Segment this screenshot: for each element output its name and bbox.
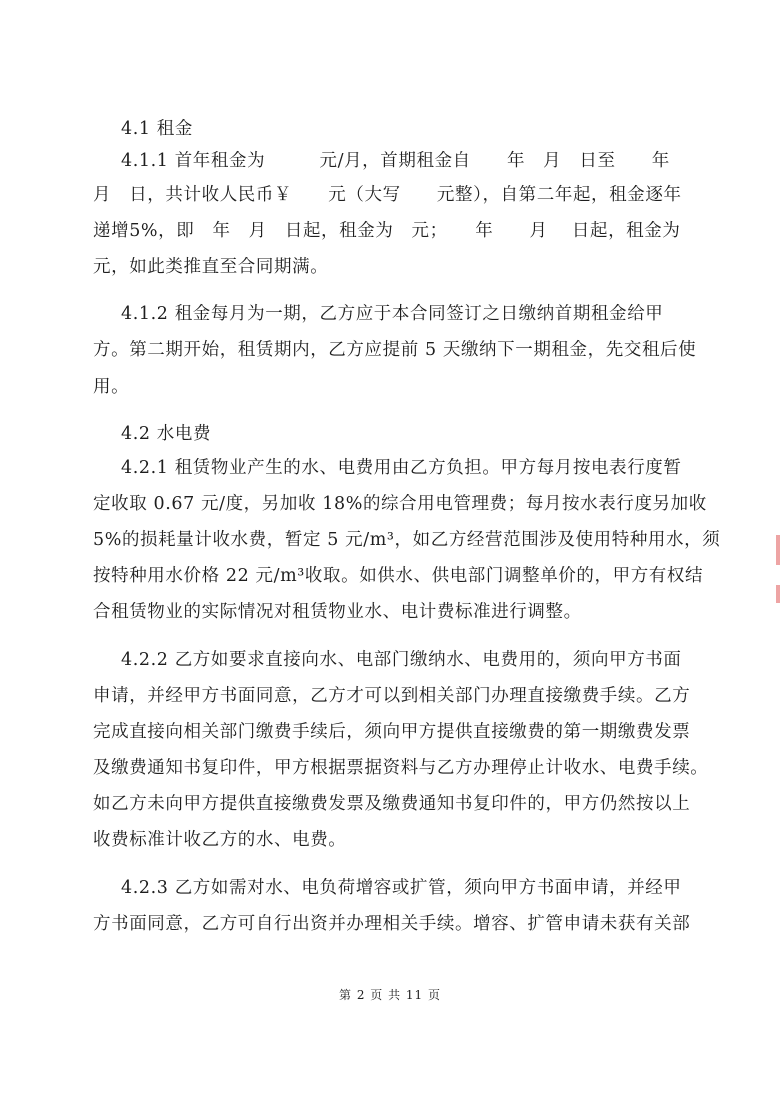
paragraph-line: 4.1.1 首年租金为 元/月，首期租金自 年 月 日至 年	[121, 151, 670, 171]
page-number-footer: 第 2 页 共 11 页	[339, 988, 441, 1002]
paragraph-line: 5%的损耗量计收水费，暂定 5 元/m³，如乙方经营范围涉及使用特种用水，须	[93, 530, 721, 550]
paragraph-line: 申请，并经甲方书面同意，乙方才可以到相关部门办理直接缴费手续。乙方	[93, 686, 691, 706]
section-heading-utilities: 4.2 水电费	[121, 424, 212, 444]
paragraph-line: 收费标准计收乙方的水、电费。	[93, 830, 347, 850]
paragraph-line: 如乙方未向甲方提供直接缴费发票及缴费通知书复印件的，甲方仍然按以上	[93, 794, 691, 814]
seal-edge-mark	[776, 535, 780, 565]
paragraph-line: 4.2.2 乙方如要求直接向水、电部门缴纳水、电费用的，须向甲方书面	[121, 650, 682, 670]
paragraph-line: 合租赁物业的实际情况对租赁物业水、电计费标准进行调整。	[93, 602, 582, 622]
section-heading-rent: 4.1 租金	[121, 119, 193, 139]
paragraph-line: 用。	[93, 377, 130, 397]
paragraph-line: 及缴费通知书复印件，甲方根据票据资料与乙方办理停止计收水、电费手续。	[93, 758, 709, 778]
paragraph-line: 月 日，共计收人民币￥ 元（大写 元整），自第二年起，租金逐年	[93, 185, 682, 205]
paragraph-line: 4.2.3 乙方如需对水、电负荷增容或扩管，须向甲方书面申请，并经甲	[121, 878, 682, 898]
paragraph-line: 元，如此类推直至合同期满。	[93, 257, 329, 277]
paragraph-line: 4.1.2 租金每月为一期，乙方应于本合同签订之日缴纳首期租金给甲	[121, 304, 664, 324]
paragraph-line: 递增5%，即 年 月 日起，租金为 元； 年 月 日起，租金为	[93, 221, 681, 241]
paragraph-line: 按特种用水价格 22 元/m³收取。如供水、供电部门调整单价的，甲方有权结	[93, 566, 704, 586]
paragraph-line: 方书面同意，乙方可自行出资并办理相关手续。增容、扩管申请未获有关部	[93, 914, 691, 934]
paragraph-line: 定收取 0.67 元/度，另加收 18%的综合用电管理费；每月按水表行度另加收	[93, 494, 707, 514]
paragraph-line: 完成直接向相关部门缴费手续后，须向甲方提供直接缴费的第一期缴费发票	[93, 722, 691, 742]
seal-edge-mark	[776, 585, 780, 603]
paragraph-line: 4.2.1 租赁物业产生的水、电费用由乙方负担。甲方每月按电表行度暂	[121, 458, 682, 478]
paragraph-line: 方。第二期开始，租赁期内，乙方应提前 5 天缴纳下一期租金，先交租后使	[93, 340, 697, 360]
